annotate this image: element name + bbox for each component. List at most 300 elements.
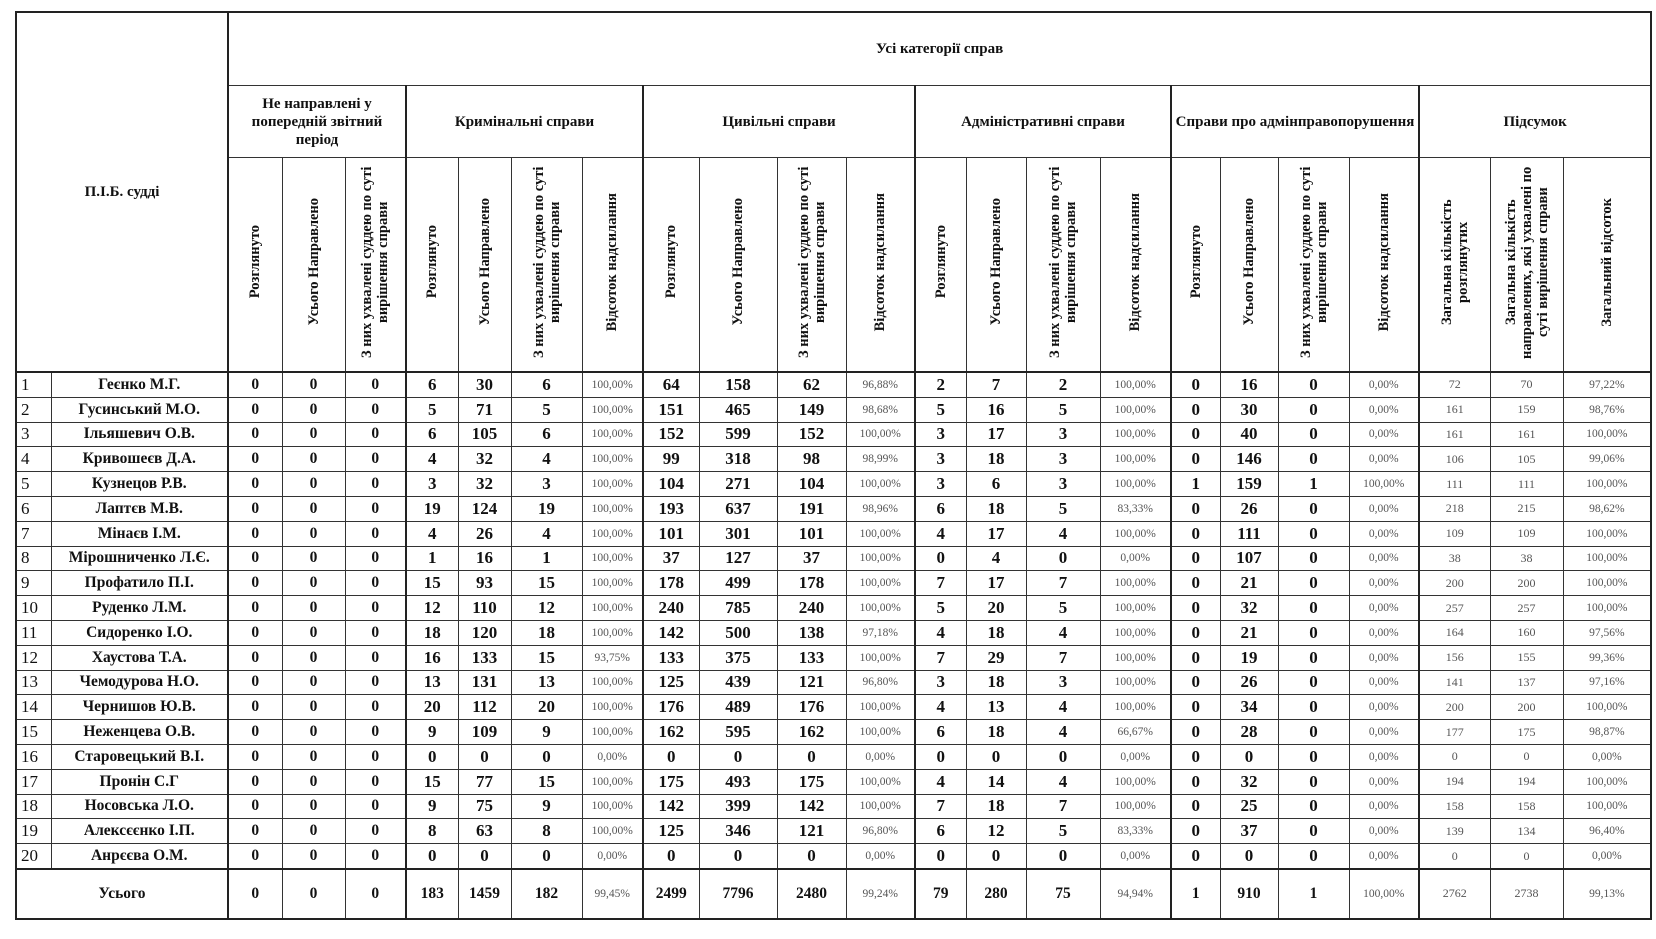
value-cell: 7796 bbox=[699, 869, 777, 919]
percent-cell: 100,00% bbox=[1100, 596, 1171, 621]
percent-cell: 100,00% bbox=[582, 819, 643, 844]
judge-name: Хаустова Т.А. bbox=[51, 645, 228, 670]
value-cell: 0 bbox=[345, 869, 406, 919]
value-cell: 191 bbox=[777, 496, 846, 521]
percent-cell: 94,94% bbox=[1100, 869, 1171, 919]
value-cell: 0 bbox=[1278, 695, 1349, 720]
value-cell: 785 bbox=[699, 596, 777, 621]
subheader-label: З них ухвалені суддею по суті вирішення справи bbox=[530, 166, 563, 358]
subheader-label: Загальна кількість направлених, які ухвалені по суті вирішення справи bbox=[1502, 165, 1551, 359]
row-number: 15 bbox=[16, 720, 51, 745]
value-cell: 158 bbox=[1419, 794, 1490, 819]
value-cell: 3 bbox=[1026, 670, 1100, 695]
admin-offenses-subheader bbox=[1220, 158, 1278, 373]
value-cell: 0 bbox=[282, 422, 345, 447]
value-cell: 158 bbox=[1490, 794, 1563, 819]
subheader-label: Усього Направлено bbox=[730, 198, 746, 326]
summary-subheader bbox=[1419, 158, 1490, 373]
percent-cell: 0,00% bbox=[1349, 645, 1419, 670]
value-cell: 4 bbox=[915, 620, 966, 645]
table-row bbox=[16, 794, 1651, 819]
value-cell: 0 bbox=[345, 645, 406, 670]
value-cell: 146 bbox=[1220, 447, 1278, 472]
value-cell: 0 bbox=[282, 769, 345, 794]
value-cell: 3 bbox=[915, 422, 966, 447]
value-cell: 18 bbox=[966, 720, 1026, 745]
row-number: 20 bbox=[16, 844, 51, 869]
value-cell: 0 bbox=[282, 794, 345, 819]
subheader-label: Відсоток надсилання bbox=[1375, 192, 1392, 332]
percent-cell: 100,00% bbox=[1563, 546, 1651, 571]
value-cell: 194 bbox=[1490, 769, 1563, 794]
value-cell: 0 bbox=[345, 720, 406, 745]
percent-cell: 100,00% bbox=[846, 521, 915, 546]
judge-name: Старовецький В.І. bbox=[51, 744, 228, 769]
value-cell: 3 bbox=[511, 472, 582, 497]
value-cell: 0 bbox=[1171, 844, 1220, 869]
value-cell: 109 bbox=[458, 720, 511, 745]
value-cell: 109 bbox=[1419, 521, 1490, 546]
subheader-label: Усього Направлено bbox=[476, 198, 493, 326]
value-cell: 37 bbox=[777, 546, 846, 571]
value-cell: 0 bbox=[1278, 794, 1349, 819]
value-cell: 0 bbox=[228, 372, 282, 397]
subheader-label: Загальна кількість розглянутих bbox=[1438, 199, 1471, 325]
value-cell: 142 bbox=[777, 794, 846, 819]
value-cell: 200 bbox=[1490, 571, 1563, 596]
percent-cell: 0,00% bbox=[1349, 571, 1419, 596]
percent-cell: 100,00% bbox=[1100, 397, 1171, 422]
value-cell: 910 bbox=[1220, 869, 1278, 919]
value-cell: 2499 bbox=[643, 869, 699, 919]
value-cell: 26 bbox=[1220, 496, 1278, 521]
value-cell: 12 bbox=[406, 596, 458, 621]
value-cell: 0 bbox=[1171, 645, 1220, 670]
value-cell: 4 bbox=[1026, 695, 1100, 720]
value-cell: 18 bbox=[406, 620, 458, 645]
value-cell: 200 bbox=[1419, 695, 1490, 720]
value-cell: 101 bbox=[643, 521, 699, 546]
value-cell: 18 bbox=[966, 794, 1026, 819]
percent-cell: 0,00% bbox=[1349, 397, 1419, 422]
value-cell: 141 bbox=[1419, 670, 1490, 695]
percent-cell: 0,00% bbox=[1563, 744, 1651, 769]
value-cell: 0 bbox=[228, 844, 282, 869]
value-cell: 0 bbox=[966, 744, 1026, 769]
table-row bbox=[16, 645, 1651, 670]
value-cell: 0 bbox=[1171, 447, 1220, 472]
value-cell: 138 bbox=[777, 620, 846, 645]
value-cell: 26 bbox=[1220, 670, 1278, 695]
table-row bbox=[16, 744, 1651, 769]
value-cell: 182 bbox=[511, 869, 582, 919]
value-cell: 0 bbox=[345, 744, 406, 769]
row-number: 17 bbox=[16, 769, 51, 794]
table-row bbox=[16, 819, 1651, 844]
percent-cell: 0,00% bbox=[1349, 794, 1419, 819]
value-cell: 0 bbox=[1419, 844, 1490, 869]
value-cell: 34 bbox=[1220, 695, 1278, 720]
value-cell: 5 bbox=[1026, 596, 1100, 621]
value-cell: 0 bbox=[458, 844, 511, 869]
value-cell: 151 bbox=[643, 397, 699, 422]
value-cell: 0 bbox=[282, 819, 345, 844]
value-cell: 13 bbox=[966, 695, 1026, 720]
percent-cell: 99,06% bbox=[1563, 447, 1651, 472]
value-cell: 12 bbox=[966, 819, 1026, 844]
value-cell: 4 bbox=[511, 521, 582, 546]
value-cell: 0 bbox=[282, 695, 345, 720]
percent-cell: 100,00% bbox=[846, 596, 915, 621]
percent-cell: 100,00% bbox=[582, 496, 643, 521]
value-cell: 133 bbox=[777, 645, 846, 670]
value-cell: 133 bbox=[458, 645, 511, 670]
value-cell: 240 bbox=[643, 596, 699, 621]
value-cell: 0 bbox=[1278, 571, 1349, 596]
value-cell: 0 bbox=[228, 596, 282, 621]
percent-cell: 83,33% bbox=[1100, 496, 1171, 521]
percent-cell: 100,00% bbox=[1563, 596, 1651, 621]
judges-statistics-table bbox=[15, 11, 1652, 920]
percent-cell: 83,33% bbox=[1100, 819, 1171, 844]
value-cell: 19 bbox=[511, 496, 582, 521]
percent-cell: 0,00% bbox=[1349, 819, 1419, 844]
value-cell: 5 bbox=[1026, 496, 1100, 521]
value-cell: 105 bbox=[458, 422, 511, 447]
value-cell: 159 bbox=[1220, 472, 1278, 497]
value-cell: 178 bbox=[643, 571, 699, 596]
value-cell: 257 bbox=[1490, 596, 1563, 621]
value-cell: 15 bbox=[406, 769, 458, 794]
value-cell: 106 bbox=[1419, 447, 1490, 472]
group-administrative-header: Адміністративні справи bbox=[915, 86, 1171, 158]
percent-cell: 100,00% bbox=[1100, 447, 1171, 472]
value-cell: 4 bbox=[1026, 720, 1100, 745]
percent-cell: 98,99% bbox=[846, 447, 915, 472]
value-cell: 3 bbox=[915, 472, 966, 497]
subheader-label: Розглянуто bbox=[663, 225, 680, 299]
percent-cell: 100,00% bbox=[582, 720, 643, 745]
percent-cell: 96,40% bbox=[1563, 819, 1651, 844]
value-cell: 0 bbox=[345, 571, 406, 596]
value-cell: 21 bbox=[1220, 571, 1278, 596]
value-cell: 40 bbox=[1220, 422, 1278, 447]
value-cell: 20 bbox=[406, 695, 458, 720]
value-cell: 30 bbox=[458, 372, 511, 397]
value-cell: 21 bbox=[1220, 620, 1278, 645]
judge-name: Сидоренко І.О. bbox=[51, 620, 228, 645]
percent-cell: 100,00% bbox=[846, 645, 915, 670]
value-cell: 3 bbox=[915, 670, 966, 695]
percent-cell: 0,00% bbox=[1349, 546, 1419, 571]
subheader-label: Відсоток надсилання bbox=[872, 192, 889, 332]
value-cell: 112 bbox=[458, 695, 511, 720]
value-cell: 0 bbox=[1171, 695, 1220, 720]
value-cell: 5 bbox=[915, 397, 966, 422]
not-sent-subheader bbox=[228, 158, 282, 373]
admin-offenses-subheader bbox=[1349, 158, 1419, 373]
percent-cell: 0,00% bbox=[582, 744, 643, 769]
subheader-label: Усього Направлено bbox=[1241, 198, 1257, 326]
value-cell: 162 bbox=[777, 720, 846, 745]
value-cell: 7 bbox=[966, 372, 1026, 397]
value-cell: 0 bbox=[777, 844, 846, 869]
value-cell: 9 bbox=[406, 794, 458, 819]
row-number: 8 bbox=[16, 546, 51, 571]
table-row bbox=[16, 546, 1651, 571]
judge-name: Носовська Л.О. bbox=[51, 794, 228, 819]
subheader-label: Відсоток надсилання bbox=[604, 192, 621, 332]
value-cell: 0 bbox=[345, 447, 406, 472]
criminal-subheader bbox=[458, 158, 511, 373]
value-cell: 3 bbox=[406, 472, 458, 497]
judge-name: Алексєєнко І.П. bbox=[51, 819, 228, 844]
value-cell: 0 bbox=[1171, 720, 1220, 745]
percent-cell: 100,00% bbox=[1563, 794, 1651, 819]
judge-name: Пронін С.Г bbox=[51, 769, 228, 794]
value-cell: 301 bbox=[699, 521, 777, 546]
value-cell: 25 bbox=[1220, 794, 1278, 819]
percent-cell: 100,00% bbox=[582, 521, 643, 546]
civil-subheader bbox=[777, 158, 846, 373]
value-cell: 0 bbox=[282, 620, 345, 645]
subheader-label: З них ухвалені суддею по суті вирішення справи bbox=[359, 166, 392, 358]
percent-cell: 0,00% bbox=[1100, 744, 1171, 769]
percent-cell: 100,00% bbox=[1349, 472, 1419, 497]
percent-cell: 96,80% bbox=[846, 670, 915, 695]
value-cell: 3 bbox=[1026, 422, 1100, 447]
table-row bbox=[16, 844, 1651, 869]
value-cell: 125 bbox=[643, 819, 699, 844]
value-cell: 0 bbox=[228, 521, 282, 546]
value-cell: 38 bbox=[1490, 546, 1563, 571]
value-cell: 4 bbox=[915, 769, 966, 794]
value-cell: 160 bbox=[1490, 620, 1563, 645]
value-cell: 0 bbox=[345, 620, 406, 645]
percent-cell: 93,75% bbox=[582, 645, 643, 670]
value-cell: 32 bbox=[1220, 596, 1278, 621]
table-row bbox=[16, 521, 1651, 546]
value-cell: 7 bbox=[1026, 794, 1100, 819]
row-number: 14 bbox=[16, 695, 51, 720]
value-cell: 142 bbox=[643, 794, 699, 819]
value-cell: 0 bbox=[1026, 546, 1100, 571]
value-cell: 176 bbox=[643, 695, 699, 720]
value-cell: 133 bbox=[643, 645, 699, 670]
value-cell: 17 bbox=[966, 571, 1026, 596]
value-cell: 3 bbox=[1026, 472, 1100, 497]
value-cell: 71 bbox=[458, 397, 511, 422]
row-number: 4 bbox=[16, 447, 51, 472]
row-number: 2 bbox=[16, 397, 51, 422]
percent-cell: 0,00% bbox=[846, 844, 915, 869]
value-cell: 7 bbox=[915, 645, 966, 670]
subheader-label: З них ухвалені суддею по суті вирішення справи bbox=[1047, 166, 1079, 358]
value-cell: 15 bbox=[406, 571, 458, 596]
percent-cell: 0,00% bbox=[1349, 372, 1419, 397]
criminal-subheader bbox=[406, 158, 458, 373]
value-cell: 0 bbox=[1278, 819, 1349, 844]
percent-cell: 100,00% bbox=[1100, 620, 1171, 645]
percent-cell: 100,00% bbox=[1563, 472, 1651, 497]
value-cell: 17 bbox=[966, 422, 1026, 447]
percent-cell: 100,00% bbox=[1563, 422, 1651, 447]
table-row bbox=[16, 372, 1651, 397]
percent-cell: 100,00% bbox=[582, 397, 643, 422]
percent-cell: 0,00% bbox=[1349, 496, 1419, 521]
value-cell: 0 bbox=[1278, 372, 1349, 397]
percent-cell: 100,00% bbox=[846, 571, 915, 596]
value-cell: 4 bbox=[966, 546, 1026, 571]
value-cell: 637 bbox=[699, 496, 777, 521]
all-categories-header: Усі категорії справ bbox=[228, 12, 1651, 86]
value-cell: 137 bbox=[1490, 670, 1563, 695]
percent-cell: 99,24% bbox=[846, 869, 915, 919]
value-cell: 0 bbox=[1278, 422, 1349, 447]
value-cell: 0 bbox=[1220, 744, 1278, 769]
group-admin-offenses-header: Справи про адмінправопорушення bbox=[1171, 86, 1419, 158]
value-cell: 0 bbox=[282, 670, 345, 695]
value-cell: 105 bbox=[1490, 447, 1563, 472]
value-cell: 6 bbox=[406, 372, 458, 397]
percent-cell: 98,62% bbox=[1563, 496, 1651, 521]
value-cell: 64 bbox=[643, 372, 699, 397]
percent-cell: 96,80% bbox=[846, 819, 915, 844]
value-cell: 0 bbox=[345, 496, 406, 521]
value-cell: 0 bbox=[282, 645, 345, 670]
percent-cell: 98,76% bbox=[1563, 397, 1651, 422]
value-cell: 32 bbox=[458, 447, 511, 472]
value-cell: 20 bbox=[966, 596, 1026, 621]
value-cell: 6 bbox=[511, 422, 582, 447]
value-cell: 0 bbox=[1278, 720, 1349, 745]
value-cell: 489 bbox=[699, 695, 777, 720]
value-cell: 0 bbox=[1278, 546, 1349, 571]
value-cell: 161 bbox=[1490, 422, 1563, 447]
civil-subheader bbox=[699, 158, 777, 373]
subheader-label: З них ухвалені суддею по суті вирішення справи bbox=[1297, 166, 1330, 358]
value-cell: 7 bbox=[915, 571, 966, 596]
value-cell: 2480 bbox=[777, 869, 846, 919]
percent-cell: 97,22% bbox=[1563, 372, 1651, 397]
value-cell: 0 bbox=[511, 844, 582, 869]
value-cell: 0 bbox=[1278, 769, 1349, 794]
judge-name: Кузнецов Р.В. bbox=[51, 472, 228, 497]
percent-cell: 97,56% bbox=[1563, 620, 1651, 645]
group-not-sent-header: Не направлені у попередній звітний період bbox=[228, 86, 406, 158]
subheader-label: Усього Направлено bbox=[305, 198, 322, 326]
table-row bbox=[16, 695, 1651, 720]
value-cell: 175 bbox=[777, 769, 846, 794]
judge-name: Руденко Л.М. bbox=[51, 596, 228, 621]
value-cell: 0 bbox=[643, 744, 699, 769]
value-cell: 111 bbox=[1419, 472, 1490, 497]
value-cell: 0 bbox=[282, 472, 345, 497]
value-cell: 7 bbox=[915, 794, 966, 819]
value-cell: 0 bbox=[1171, 422, 1220, 447]
value-cell: 8 bbox=[511, 819, 582, 844]
value-cell: 4 bbox=[915, 521, 966, 546]
percent-cell: 98,68% bbox=[846, 397, 915, 422]
judge-name: Профатило П.І. bbox=[51, 571, 228, 596]
table-row bbox=[16, 472, 1651, 497]
percent-cell: 100,00% bbox=[582, 794, 643, 819]
row-number: 11 bbox=[16, 620, 51, 645]
value-cell: 1 bbox=[1171, 472, 1220, 497]
group-civil-header: Цивільні справи bbox=[643, 86, 915, 158]
value-cell: 6 bbox=[915, 819, 966, 844]
value-cell: 2738 bbox=[1490, 869, 1563, 919]
value-cell: 6 bbox=[511, 372, 582, 397]
value-cell: 0 bbox=[1419, 744, 1490, 769]
value-cell: 465 bbox=[699, 397, 777, 422]
not-sent-subheader bbox=[282, 158, 345, 373]
value-cell: 2762 bbox=[1419, 869, 1490, 919]
summary-subheader bbox=[1563, 158, 1651, 373]
value-cell: 0 bbox=[282, 397, 345, 422]
percent-cell: 100,00% bbox=[582, 769, 643, 794]
value-cell: 0 bbox=[1278, 521, 1349, 546]
table-row bbox=[16, 769, 1651, 794]
value-cell: 176 bbox=[777, 695, 846, 720]
subheader-label: З них ухвалені суддею по суті вирішення справи bbox=[795, 166, 828, 358]
value-cell: 9 bbox=[511, 720, 582, 745]
row-number: 9 bbox=[16, 571, 51, 596]
value-cell: 164 bbox=[1419, 620, 1490, 645]
table-row bbox=[16, 720, 1651, 745]
value-cell: 161 bbox=[1419, 397, 1490, 422]
value-cell: 8 bbox=[406, 819, 458, 844]
percent-cell: 0,00% bbox=[1349, 769, 1419, 794]
value-cell: 149 bbox=[777, 397, 846, 422]
value-cell: 500 bbox=[699, 620, 777, 645]
table-row bbox=[16, 397, 1651, 422]
table-row bbox=[16, 422, 1651, 447]
value-cell: 38 bbox=[1419, 546, 1490, 571]
percent-cell: 99,45% bbox=[582, 869, 643, 919]
value-cell: 127 bbox=[699, 546, 777, 571]
value-cell: 200 bbox=[1490, 695, 1563, 720]
value-cell: 156 bbox=[1419, 645, 1490, 670]
value-cell: 439 bbox=[699, 670, 777, 695]
percent-cell: 99,36% bbox=[1563, 645, 1651, 670]
percent-cell: 100,00% bbox=[1563, 769, 1651, 794]
value-cell: 6 bbox=[915, 496, 966, 521]
administrative-subheader bbox=[1100, 158, 1171, 373]
value-cell: 218 bbox=[1419, 496, 1490, 521]
percent-cell: 0,00% bbox=[846, 744, 915, 769]
value-cell: 9 bbox=[511, 794, 582, 819]
administrative-subheader bbox=[1026, 158, 1100, 373]
value-cell: 161 bbox=[1419, 422, 1490, 447]
value-cell: 131 bbox=[458, 670, 511, 695]
value-cell: 0 bbox=[1171, 769, 1220, 794]
subheader-label: Розглянуто bbox=[424, 225, 441, 299]
judge-name: Неженцева О.В. bbox=[51, 720, 228, 745]
value-cell: 0 bbox=[228, 695, 282, 720]
value-cell: 0 bbox=[1278, 596, 1349, 621]
row-number: 1 bbox=[16, 372, 51, 397]
value-cell: 28 bbox=[1220, 720, 1278, 745]
value-cell: 5 bbox=[1026, 397, 1100, 422]
table-row bbox=[16, 670, 1651, 695]
value-cell: 5 bbox=[511, 397, 582, 422]
percent-cell: 100,00% bbox=[1563, 521, 1651, 546]
value-cell: 120 bbox=[458, 620, 511, 645]
value-cell: 0 bbox=[1171, 496, 1220, 521]
value-cell: 12 bbox=[511, 596, 582, 621]
admin-offenses-subheader bbox=[1171, 158, 1220, 373]
